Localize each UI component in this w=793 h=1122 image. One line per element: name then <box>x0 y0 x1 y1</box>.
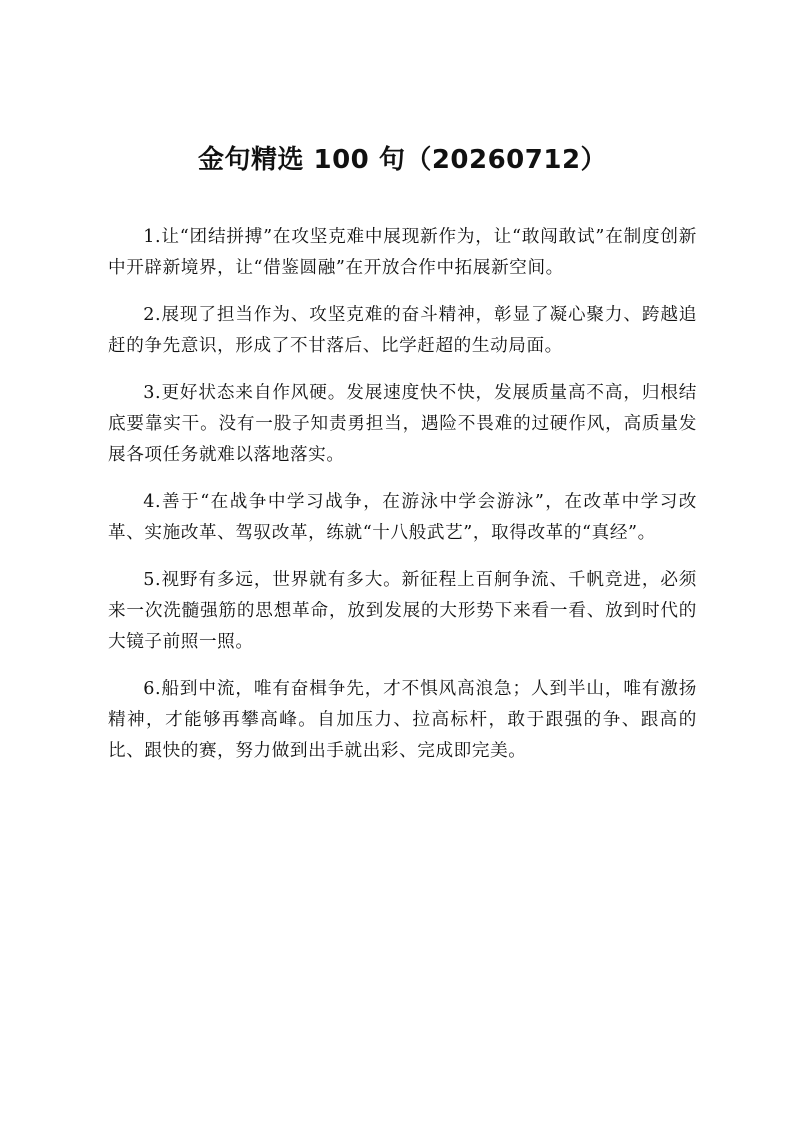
document-body <box>108 222 697 767</box>
paragraph-4: 4.善于“在战争中学习战争，在游泳中学会游泳”，在改革中学习改革、实施改革、驾驭改革，练就“十八般武艺”，取得改革的“真经”。 <box>108 492 697 543</box>
paragraph-1: 1.让“团结拼搏”在攻坚克难中展现新作为，让“敢闯敢试”在制度创新中开辟新境界，让“借鉴圆融”在开放合作中拓展新空间。 <box>108 227 697 278</box>
document-title: 金句精选 100 句（20260712） <box>197 145 608 175</box>
paragraph-3: 3.更好状态来自作风硬。发展速度快不快，发展质量高不高，归根结底要靠实干。没有一股子知责勇担当，遇险不畏难的过硬作风，高质量发展各项任务就难以落地落实。 <box>108 383 697 465</box>
paragraph-2: 2.展现了担当作为、攻坚克难的奋斗精神，彰显了凝心聚力、跨越追赶的争先意识，形成了不甘落后、比学赶超的生动局面。 <box>108 305 697 356</box>
paragraph-6: 6.船到中流，唯有奋楫争先，才不惧风高浪急；人到半山，唯有激扬精神，才能够再攀高峰。自加压力、拉高标杆，敢于跟强的争、跟高的比、跟快的赛，努力做到出手就出彩、完成即完美。 <box>108 679 697 761</box>
paragraph-5: 5.视野有多远，世界就有多大。新征程上百舸争流、千帆竞进，必须来一次洗髓强筋的思想革命，放到发展的大形势下来看一看、放到时代的大镜子前照一照。 <box>108 570 697 652</box>
